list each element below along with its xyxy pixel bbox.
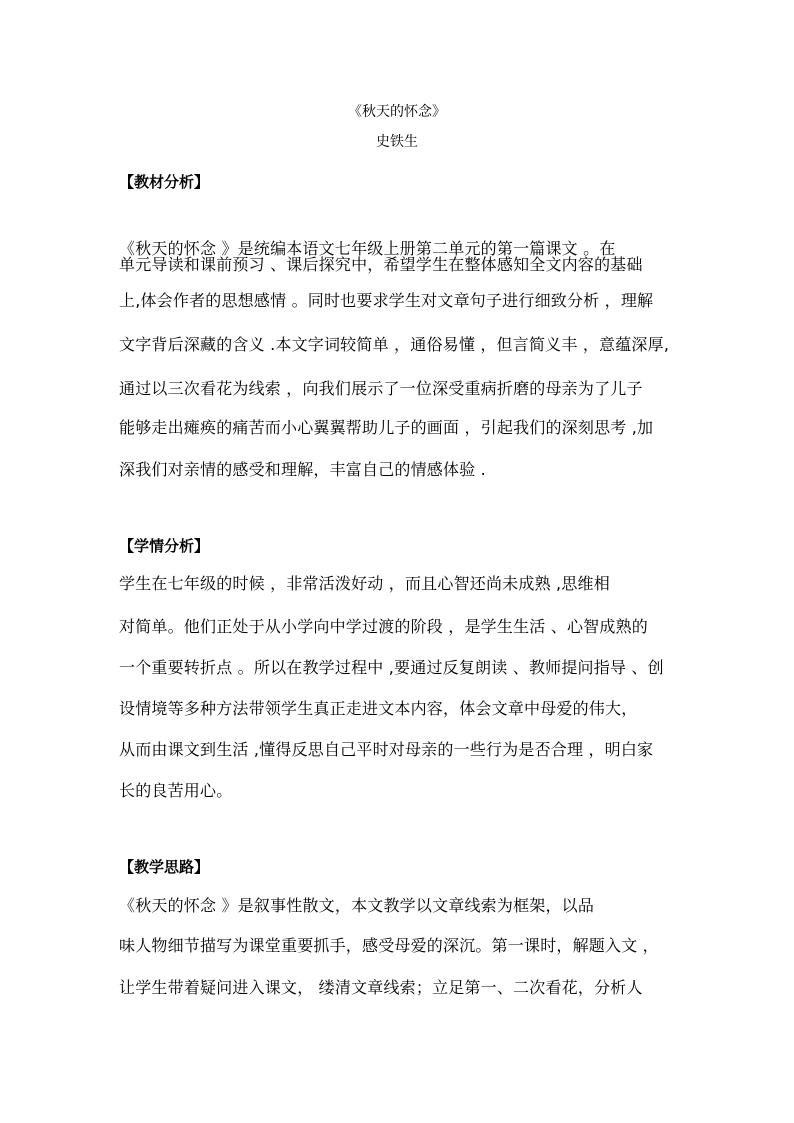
- paragraph-line: 对简单。他们正处于从小学向中学过渡的阶段 ，是学生生活 、心智成熟的: [119, 617, 648, 636]
- paragraph-line: 通过以三次看花为线索 ，向我们展示了一位深受重病折磨的母亲为了儿子: [119, 379, 643, 398]
- section-heading-learner-analysis: 【学情分析】: [119, 537, 210, 555]
- paragraph-line: 味人物细节描写为课堂重要抓手，感受母爱的深沉。第一课时，解题入文 ，: [119, 936, 659, 955]
- paragraph-line: 学生在七年级的时候 ，非常活泼好动 ，而且心智还尚未成熟 ,思维相: [119, 574, 610, 593]
- paragraph-line: 《秋天的怀念 》是统编本语文七年级上册第二单元的第一篇课文 。在: [119, 239, 616, 258]
- paragraph-line: 长的良苦用心。: [119, 781, 233, 800]
- document-title: 《秋天的怀念》: [348, 104, 446, 120]
- paragraph-line: 设情境等多种方法带领学生真正走进文本内容，体会文章中母爱的伟大，: [119, 699, 638, 718]
- paragraph-line: 《秋天的怀念 》是叙事性散文，本文教学以文章线索为框架，以品: [119, 896, 595, 915]
- paragraph-line: 单元导读和课前预习 、课后探究中，希望学生在整体感知全文内容的基础: [119, 255, 643, 274]
- paragraph-line: 上,体会作者的思想感情 。同时也要求学生对文章句子进行细致分析 ，理解: [119, 291, 654, 310]
- paragraph-line: 从而由课文到生活 ,懂得反思自己平时对母亲的一些行为是否合理 ，明白家: [119, 740, 654, 759]
- document-author: 史铁生: [376, 134, 418, 150]
- section-heading-textbook-analysis: 【教材分析】: [119, 173, 210, 191]
- paragraph-line: 一个重要转折点 。所以在教学过程中 ,要通过反复朗读 、教师提问指导 、创: [119, 658, 664, 677]
- section-heading-teaching-approach: 【教学思路】: [119, 858, 210, 876]
- paragraph-line: 让学生带着疑问进入课文， 缕清文章线索；立足第一、二次看花，分析人: [119, 978, 643, 997]
- paragraph-line: 文字背后深藏的含义 .本文字词较简单 ，通俗易懂 ，但言简义丰 ，意蕴深厚,: [119, 335, 670, 354]
- paragraph-line: 深我们对亲情的感受和理解，丰富自己的情感体验 .: [119, 460, 486, 479]
- paragraph-line: 能够走出瘫痪的痛苦而小心翼翼帮助儿子的画面 ，引起我们的深刻思考 ,加: [119, 418, 654, 437]
